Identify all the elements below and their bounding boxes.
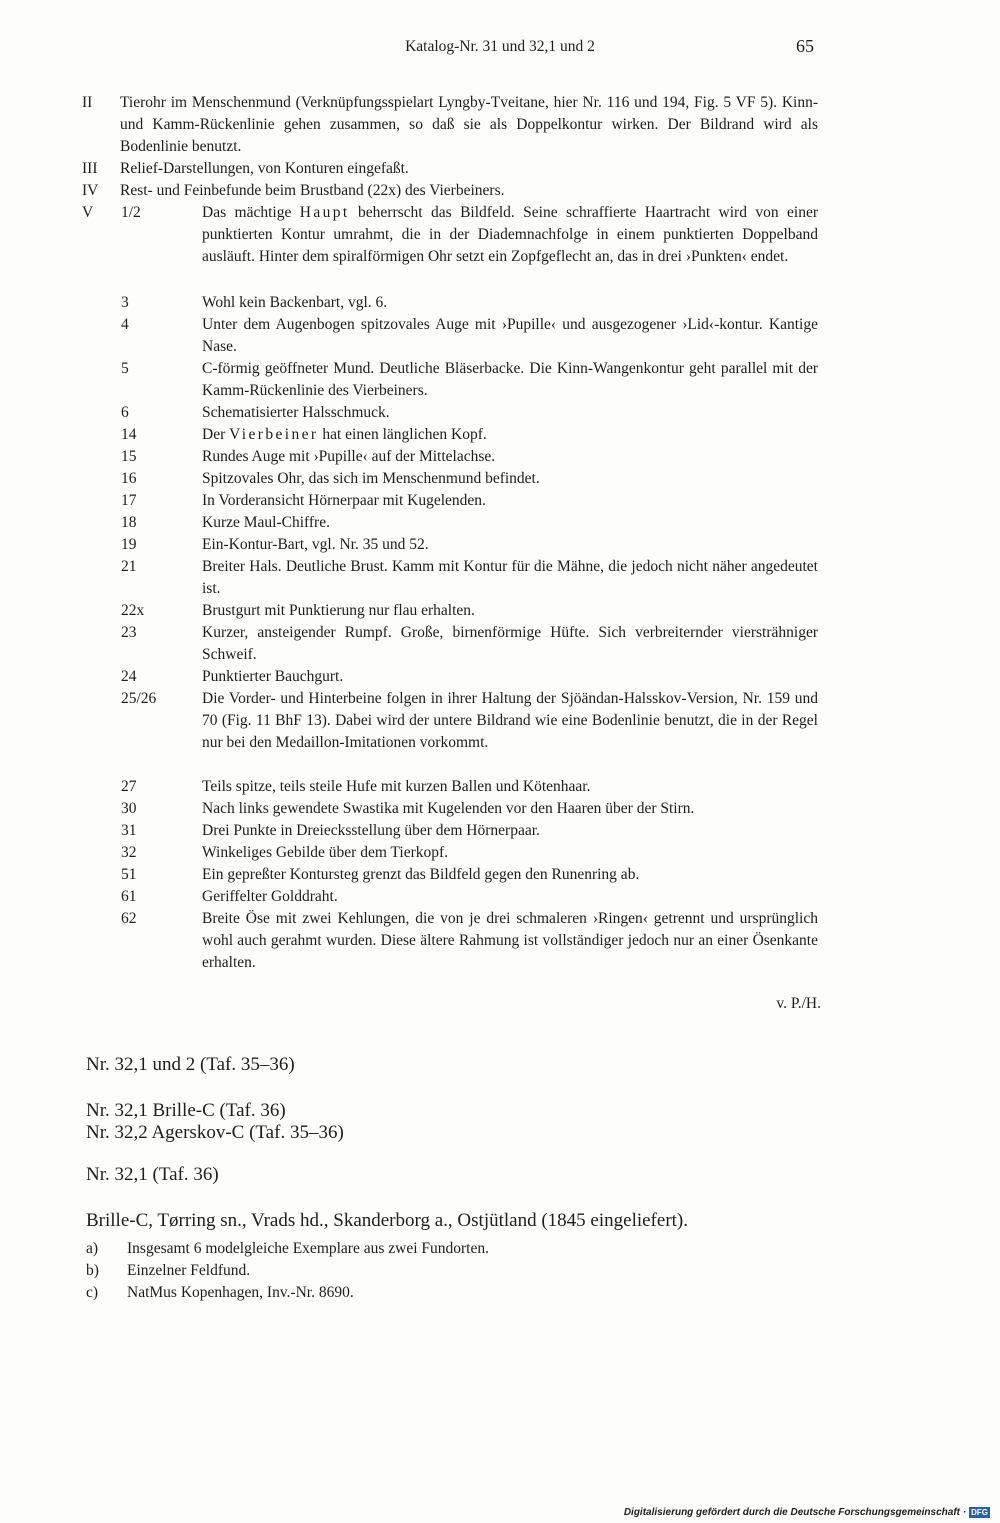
entry-number: 21 — [121, 558, 137, 575]
entry-number: 27 — [121, 778, 137, 795]
roman-item-text: Relief-Darstellungen, von Konturen eingefaßt. — [120, 160, 409, 177]
entry-number: 15 — [121, 448, 137, 465]
entry-text — [202, 424, 818, 446]
entry-spaced-term: Haupt — [299, 204, 350, 221]
entry-number: 61 — [121, 888, 137, 905]
entry-number: 32 — [121, 844, 137, 861]
entry-text: Brustgurt mit Punktierung nur flau erhalten. — [202, 602, 475, 619]
find-location-heading: Brille-C, Tørring sn., Vrads hd., Skanderborg a., Ostjütland (1845 eingeliefert). — [86, 1210, 688, 1231]
dfg-logo: DFG — [971, 1508, 988, 1517]
roman-item-text: Rest- und Feinbefunde beim Brustband (22x) des Vierbeiners. — [120, 182, 505, 199]
entry-text: Winkeliges Gebilde über dem Tierkopf. — [202, 844, 449, 861]
entry-text: Punktierter Bauchgurt. — [202, 668, 344, 685]
entry-spaced-term: Vierbeiner — [229, 426, 319, 443]
entry-number: 14 — [121, 426, 137, 443]
entry-number: 3 — [121, 294, 129, 311]
entry-text: Drei Punkte in Dreiecksstellung über dem Hörnerpaar. — [202, 822, 540, 839]
digitization-notice — [624, 1507, 990, 1518]
list-item-text: Insgesamt 6 modelgleiche Exemplare aus zwei Fundorten. — [127, 1240, 489, 1257]
running-header: Katalog-Nr. 31 und 32,1 und 2 — [405, 38, 595, 55]
list-letter: c) — [86, 1284, 99, 1301]
entry-number: 17 — [121, 492, 137, 509]
entry-text: Rundes Auge mit ›Pupille‹ auf der Mittelachse. — [202, 448, 496, 465]
entry-number: 5 — [121, 360, 129, 377]
entry-text — [202, 202, 818, 268]
entry-text: Nach links gewendete Swastika mit Kugelenden vor den Haaren über der Stirn. — [202, 800, 695, 817]
entry-text: Breiter Hals. Deutliche Brust. Kamm mit Kontur für die Mähne, die jedoch nicht näher angedeutet ist. — [202, 558, 818, 597]
entry-text: Kurze Maul-Chiffre. — [202, 514, 330, 531]
entry-number: 62 — [121, 910, 137, 927]
entry-number: 30 — [121, 800, 137, 817]
entry-number: 16 — [121, 470, 137, 487]
list-item-text: Einzelner Feldfund. — [127, 1262, 251, 1279]
entry-text: Teils spitze, teils steile Hufe mit kurzen Ballen und Kötenhaar. — [202, 778, 591, 795]
entry-text: Schematisierter Halsschmuck. — [202, 404, 390, 421]
entry-number: 19 — [121, 536, 137, 553]
entry-number: 22x — [121, 602, 145, 619]
roman-item-text: Tierohr im Menschenmund (Verknüpfungsspielart Lyngby-Tveitane, hier Nr. 116 und 194, Fig. 5 VF 5). Kinn- und Kamm-Rückenlinie gehen zusammen, so daß sie als Doppelkontur wirken. Der Bildrand wird als Bodenlinie benutzt. — [120, 94, 818, 155]
entry-number: 25/26 — [121, 690, 157, 707]
entry-text: Wohl kein Backenbart, vgl. 6. — [202, 294, 388, 311]
entry-lead: Der — [202, 426, 230, 443]
section-subheading: Nr. 32,2 Agerskov-C (Taf. 35–36) — [86, 1122, 344, 1143]
entry-text: In Vorderansicht Hörnerpaar mit Kugelenden. — [202, 492, 486, 509]
digitization-notice-text: Digitalisierung gefördert durch die Deutsche Forschungsgemeinschaft · — [623, 1507, 967, 1519]
entry-number: 6 — [121, 404, 129, 421]
list-letter: a) — [86, 1240, 99, 1257]
entry-number: 51 — [121, 866, 137, 883]
roman-numeral: III — [82, 160, 98, 177]
roman-numeral: V — [82, 204, 94, 221]
entry-number: 23 — [121, 624, 137, 641]
entry-text: Breite Öse mit zwei Kehlungen, die von je drei schmaleren ›Ringen‹ getrennt und ursprünglich wohl auch gerahmt wurden. Diese ältere Rahmung ist vollständiger jedoch nur an einer Ösenkante erhalten. — [202, 910, 818, 971]
entry-rest: hat einen länglichen Kopf. — [318, 426, 487, 443]
entry-text: Die Vorder- und Hinterbeine folgen in ihrer Haltung der Sjöändan-Halsskov-Version, Nr. 159 und 70 (Fig. 11 BhF 13). Dabei wird der untere Bildrand wie eine Bodenlinie benutzt, die in der Regel nur bei den Medaillon-Imitationen vorkommt. — [202, 690, 818, 751]
entry-lead: Das mächtige — [202, 204, 300, 221]
entry-text: Ein gepreßter Kontursteg grenzt das Bildfeld gegen den Runenring ab. — [202, 866, 640, 883]
entry-number: 1/2 — [121, 204, 141, 221]
entry-number: 18 — [121, 514, 137, 531]
page-number: 65 — [796, 36, 814, 56]
entry-text: Spitzovales Ohr, das sich im Menschenmund befindet. — [202, 470, 540, 487]
entry-number: 31 — [121, 822, 137, 839]
entry-text: C-förmig geöffneter Mund. Deutliche Bläserbacke. Die Kinn-Wangenkontur geht parallel mit der Kamm-Rückenlinie des Vierbeiners. — [202, 360, 818, 399]
entry-text: Unter dem Augenbogen spitzovales Auge mit ›Pupille‹ und ausgezogener ›Lid‹-kontur. Kantige Nase. — [202, 316, 818, 355]
entry-number: 4 — [121, 316, 129, 333]
entry-number: 24 — [121, 668, 137, 685]
list-item-text: NatMus Kopenhagen, Inv.-Nr. 8690. — [127, 1284, 354, 1301]
entry-text: Geriffelter Golddraht. — [202, 888, 338, 905]
section-heading: Nr. 32,1 (Taf. 36) — [86, 1164, 219, 1185]
author-signature: v. P./H. — [776, 995, 821, 1012]
list-letter: b) — [86, 1262, 99, 1279]
roman-numeral: IV — [82, 182, 99, 199]
entry-text: Ein-Kontur-Bart, vgl. Nr. 35 und 52. — [202, 536, 429, 553]
entry-rest: beherrscht das Bildfeld. Seine schraffierte Haartracht wird von einer punktierten Kontur umrahmt, die in der Diademnachfolge in einem punktierten Doppelband ausläuft. Hinter dem spiralförmigen Ohr setzt ein Zopfgeflecht an, das in drei ›Punkten‹ endet. — [202, 204, 818, 265]
section-subheading: Nr. 32,1 Brille-C (Taf. 36) — [86, 1100, 286, 1121]
roman-numeral: II — [82, 94, 93, 111]
entry-text: Kurzer, ansteigender Rumpf. Große, birnenförmige Hüfte. Sich verbreiternder viersträhniger Schweif. — [202, 624, 818, 663]
section-heading: Nr. 32,1 und 2 (Taf. 35–36) — [86, 1054, 295, 1075]
